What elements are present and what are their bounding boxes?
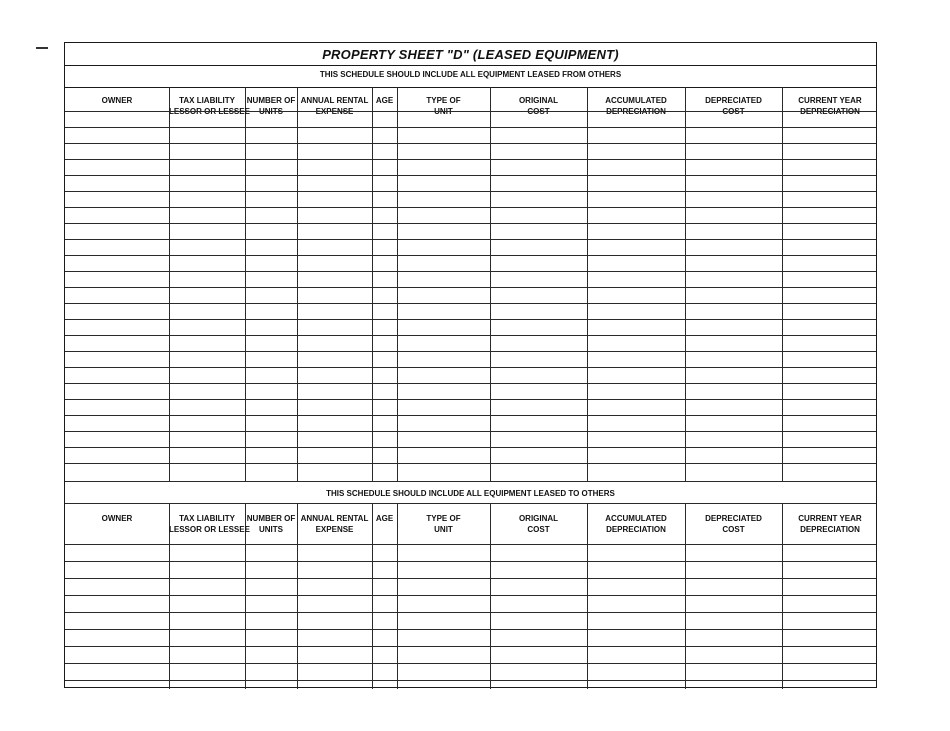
column-header-line1: AGE — [375, 514, 394, 523]
section-divider — [65, 481, 876, 482]
column-divider — [297, 87, 298, 481]
blank-entry-row-line[interactable] — [65, 463, 876, 464]
column-header-type-of-unit — [397, 513, 490, 535]
column-header-age — [372, 95, 397, 106]
blank-entry-row-line[interactable] — [65, 663, 876, 664]
column-header-tax-liability — [169, 95, 250, 117]
blank-entry-row-line[interactable] — [65, 399, 876, 400]
blank-entry-row-line[interactable] — [65, 595, 876, 596]
column-divider — [782, 87, 783, 481]
column-header-line2: DEPRECIATION — [800, 107, 860, 116]
blank-entry-row-line[interactable] — [65, 544, 876, 545]
column-divider — [245, 87, 246, 481]
column-header-line1: NUMBER OF — [246, 96, 296, 105]
blank-entry-row-line[interactable] — [65, 447, 876, 448]
column-header-line2: COST — [527, 107, 550, 116]
column-header-depreciated-cost — [685, 95, 782, 117]
column-header-line1: ORIGINAL — [518, 514, 559, 523]
column-header-line1: ACCUMULATED — [605, 96, 667, 105]
column-header-tax-liability — [169, 513, 250, 535]
column-header-line2: DEPRECIATION — [800, 525, 860, 534]
form-title: PROPERTY SHEET "D" (LEASED EQUIPMENT) — [322, 47, 619, 62]
column-divider — [372, 503, 373, 689]
column-header-line2: EXPENSE — [315, 107, 354, 116]
blank-entry-row-line[interactable] — [65, 367, 876, 368]
blank-entry-row-line[interactable] — [65, 111, 876, 112]
column-header-line1: ORIGINAL — [518, 96, 559, 105]
column-header-line2: DEPRECIATION — [606, 525, 666, 534]
schedule-from-others-subtitle: THIS SCHEDULE SHOULD INCLUDE ALL EQUIPMENT LEASED FROM OTHERS — [319, 70, 622, 79]
column-header-original-cost — [490, 95, 587, 117]
column-divider — [490, 87, 491, 481]
column-header-line2: DEPRECIATION — [606, 107, 666, 116]
column-divider — [685, 87, 686, 481]
corner-scan-mark — [36, 47, 48, 49]
column-header-line1: ACCUMULATED — [605, 514, 667, 523]
column-header-line1: TYPE OF — [426, 514, 461, 523]
column-header-line1: TAX LIABILITY — [179, 96, 235, 105]
blank-entry-row-line[interactable] — [65, 303, 876, 304]
column-header-line2: UNIT — [434, 525, 453, 534]
column-header-line1: DEPRECIATED — [705, 96, 762, 105]
blank-entry-row-line[interactable] — [65, 612, 876, 613]
column-divider — [587, 87, 588, 481]
column-header-line2: EXPENSE — [315, 525, 354, 534]
blank-entry-row-line[interactable] — [65, 319, 876, 320]
column-header-original-cost — [490, 513, 587, 535]
blank-entry-row-line[interactable] — [65, 415, 876, 416]
schedule-to-others-subtitle: THIS SCHEDULE SHOULD INCLUDE ALL EQUIPMENT LEASED TO OTHERS — [326, 489, 615, 498]
column-header-line1: DEPRECIATED — [705, 514, 762, 523]
column-header-line2: UNITS — [259, 107, 283, 116]
column-header-line2: LESSOR OR LESSEE — [169, 107, 250, 116]
column-header-line1: NUMBER OF — [246, 514, 296, 523]
blank-entry-row-line[interactable] — [65, 431, 876, 432]
column-header-line1: TAX LIABILITY — [179, 514, 235, 523]
column-header-line2: UNITS — [259, 525, 283, 534]
blank-entry-row-line[interactable] — [65, 207, 876, 208]
blank-entry-row-line[interactable] — [65, 143, 876, 144]
column-divider — [169, 87, 170, 481]
blank-entry-row-line[interactable] — [65, 335, 876, 336]
column-header-depreciated-cost — [685, 513, 782, 535]
blank-entry-row-line[interactable] — [65, 629, 876, 630]
blank-entry-row-line[interactable] — [65, 287, 876, 288]
column-header-line1: OWNER — [101, 514, 133, 523]
column-header-line1: OWNER — [101, 96, 133, 105]
blank-entry-row-line[interactable] — [65, 578, 876, 579]
column-header-owner — [65, 513, 169, 524]
column-header-line1: CURRENT YEAR — [798, 514, 862, 523]
column-header-line2: COST — [722, 107, 745, 116]
column-header-annual-rental-expense — [297, 95, 372, 117]
column-header-current-year-depreciation — [782, 95, 878, 117]
column-header-line1: ANNUAL RENTAL — [300, 96, 369, 105]
blank-entry-row-line[interactable] — [65, 159, 876, 160]
blank-entry-row-line[interactable] — [65, 191, 876, 192]
column-header-line1: ANNUAL RENTAL — [300, 514, 369, 523]
column-header-line2: LESSOR OR LESSEE — [169, 525, 250, 534]
section-divider-2 — [65, 503, 876, 504]
blank-entry-row-line[interactable] — [65, 561, 876, 562]
blank-entry-row-line[interactable] — [65, 255, 876, 256]
column-header-type-of-unit — [397, 95, 490, 117]
blank-entry-row-line[interactable] — [65, 239, 876, 240]
blank-entry-row-line[interactable] — [65, 175, 876, 176]
subtitle-divider — [65, 87, 876, 88]
column-header-current-year-depreciation — [782, 513, 878, 535]
column-header-accumulated-depreciation — [587, 513, 685, 535]
column-header-line1: AGE — [375, 96, 394, 105]
column-divider — [397, 87, 398, 481]
column-header-line2: COST — [527, 525, 550, 534]
column-divider — [372, 87, 373, 481]
blank-entry-row-line[interactable] — [65, 127, 876, 128]
column-header-accumulated-depreciation — [587, 95, 685, 117]
column-header-line1: CURRENT YEAR — [798, 96, 862, 105]
blank-entry-row-line[interactable] — [65, 223, 876, 224]
column-header-number-of-units — [245, 95, 297, 117]
blank-entry-row-line[interactable] — [65, 646, 876, 647]
title-divider — [65, 65, 876, 66]
property-sheet-form — [64, 42, 877, 688]
column-header-number-of-units — [245, 513, 297, 535]
column-header-line2: COST — [722, 525, 745, 534]
column-header-age — [372, 513, 397, 524]
blank-entry-row-line[interactable] — [65, 271, 876, 272]
column-header-owner — [65, 95, 169, 106]
blank-entry-row-line[interactable] — [65, 680, 876, 681]
column-header-line2: UNIT — [434, 107, 453, 116]
blank-entry-row-line[interactable] — [65, 383, 876, 384]
column-header-line1: TYPE OF — [426, 96, 461, 105]
column-header-annual-rental-expense — [297, 513, 372, 535]
blank-entry-row-line[interactable] — [65, 351, 876, 352]
